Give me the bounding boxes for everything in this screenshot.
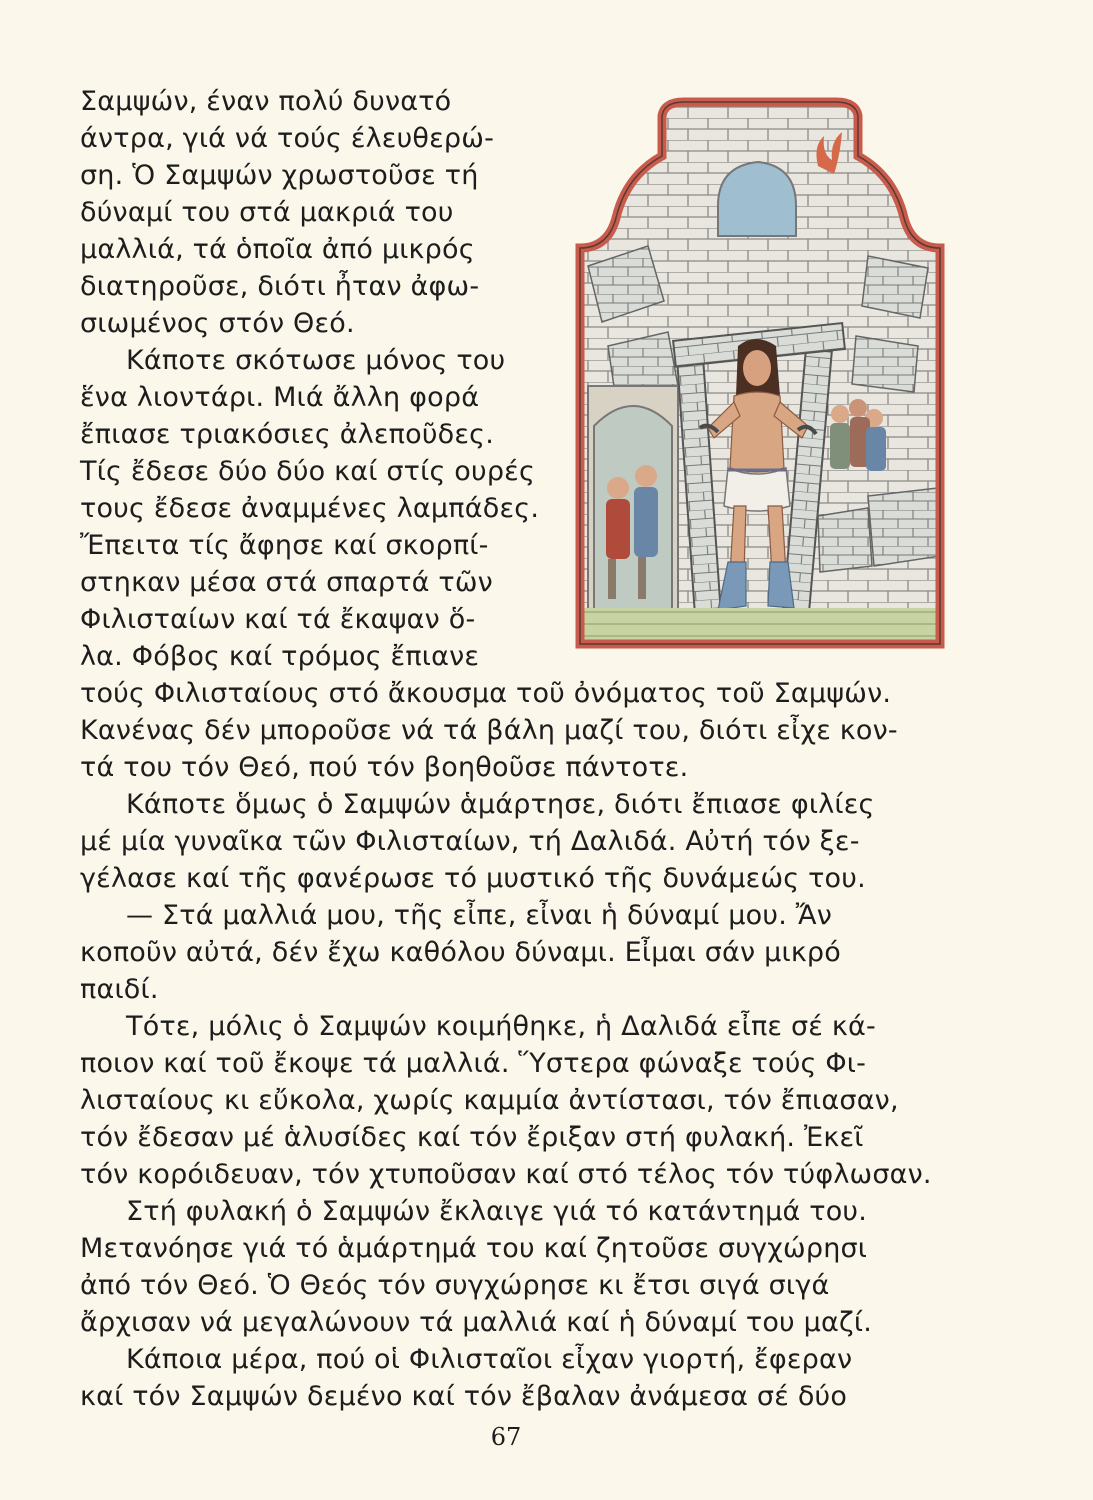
- text-line: ἀπό τόν Θεό. Ὁ Θεός τόν συγχώρησε κι ἔτσι σιγά σιγά: [80, 1270, 830, 1301]
- text-line: τόν κορόιδευαν, τόν χτυποῦσαν καί στό τέλος τόν τύφλωσαν.: [80, 1159, 932, 1190]
- text-line: Κάποια μέρα, πού οἱ Φιλισταῖοι εἶχαν γιορτή, ἔφεραν: [126, 1344, 853, 1375]
- text-line: μαλλιά, τά ὁποῖα ἀπό μικρός: [80, 234, 475, 265]
- text-line: διατηροῦσε, διότι ἦταν ἀφω-: [80, 271, 480, 302]
- text-line: ἔπιασε τριακόσιες ἀλεποῦδες.: [80, 419, 495, 450]
- text-line: κοποῦν αὐτά, δέν ἔχω καθόλου δύναμι. Εἶμαι σάν μικρό: [80, 937, 841, 968]
- text-line: γέλασε καί τῆς φανέρωσε τό μυστικό τῆς δυνάμεώς του.: [80, 863, 866, 894]
- text-line: στηκαν μέσα στά σπαρτά τῶν: [80, 567, 493, 598]
- text-line: λα. Φόβος καί τρόμος ἔπιανε: [80, 641, 480, 672]
- text-line: Κάποτε ὅμως ὁ Σαμψών ἁμάρτησε, διότι ἔπιασε φιλίες: [126, 789, 875, 820]
- text-line: Σαμψών, έναν πολύ δυνατό: [80, 86, 452, 117]
- text-line: τόν ἔδεσαν μέ ἁλυσίδες καί τόν ἔριξαν στή φυλακή. Ἐκεῖ: [80, 1122, 864, 1153]
- text-line: Φιλισταίων καί τά ἔκαψαν ὅ-: [80, 604, 476, 635]
- text-line: τά του τόν Θεό, πού τόν βοηθοῦσε πάντοτε.: [80, 752, 689, 783]
- text-line: τούς Φιλισταίους στό ἄκουσμα τοῦ ὀνόματος τοῦ Σαμψών.: [80, 678, 892, 709]
- text-line: — Στά μαλλιά μου, τῆς εἶπε, εἶναι ἡ δύναμί μου. Ἄν: [126, 900, 833, 931]
- text-line: Στή φυλακή ὁ Σαμψών ἔκλαιγε γιά τό κατάντημά του.: [126, 1196, 868, 1227]
- text-line: λισταίους κι εὔκολα, χωρίς καμμία ἀντίστασι, τόν ἔπιασαν,: [80, 1085, 899, 1116]
- text-line: ση. Ὁ Σαμψών χρωστοῦσε τή: [80, 160, 479, 191]
- text-line: σιωμένος στόν Θεό.: [80, 308, 355, 339]
- text-line: δύναμί του στά μακριά του: [80, 197, 454, 228]
- text-line: Ἔπειτα τίς ἄφησε καί σκορπί-: [80, 530, 489, 561]
- samson-illustration: [568, 96, 952, 651]
- text-line: Κανένας δέν μποροῦσε νά τά βάλη μαζί του, διότι εἶχε κον-: [80, 715, 898, 746]
- text-line: ἕνα λιοντάρι. Μιά ἄλλη φορά: [80, 382, 480, 413]
- text-line: Τίς ἔδεσε δύο δύο καί στίς ουρές: [80, 456, 536, 487]
- text-line: ἄρχισαν νά μεγαλώνουν τά μαλλιά καί ἡ δύναμί του μαζί.: [80, 1307, 873, 1338]
- text-line: καί τόν Σαμψών δεμένο καί τόν ἔβαλαν ἀνάμεσα σέ δύο: [80, 1381, 848, 1412]
- text-line: ποιον καί τοῦ ἔκοψε τά μαλλιά. Ὕστερα φώναξε τούς Φι-: [80, 1048, 867, 1079]
- text-line: τους ἔδεσε ἀναμμένες λαμπάδες.: [80, 493, 540, 524]
- page-number: 67: [490, 1423, 522, 1451]
- text-line: Κάποτε σκότωσε μόνος του: [126, 345, 506, 376]
- text-line: Τότε, μόλις ὁ Σαμψών κοιμήθηκε, ἡ Δαλιδά εἶπε σέ κά-: [126, 1011, 876, 1042]
- text-line: άντρα, γιά νά τούς έλευθερώ-: [80, 123, 495, 154]
- text-line: μέ μία γυναῖκα τῶν Φιλισταίων, τή Δαλιδά. Αὐτή τόν ξε-: [80, 826, 860, 857]
- text-line: Μετανόησε γιά τό ἁμάρτημά του καί ζητοῦσε συγχώρησι: [80, 1233, 868, 1264]
- text-line: παιδί.: [80, 974, 159, 1005]
